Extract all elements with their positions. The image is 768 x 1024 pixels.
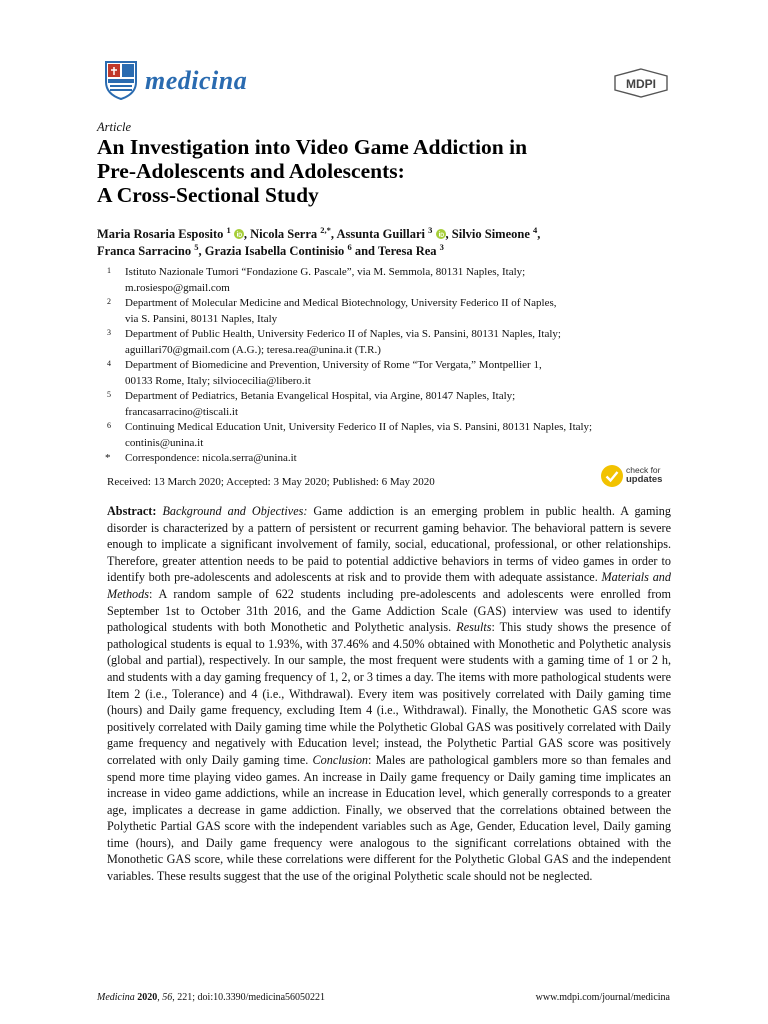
affiliation-item [97,358,677,389]
affiliation-text: Department of Molecular Medicine and Medical Biotechnology, University Federico II of Naples, [125,297,557,309]
author-name[interactable]: , Assunta Guillari [330,227,426,241]
affiliation-email[interactable]: m.rosiespo@gmail.com [125,281,230,294]
affiliation-text: Continuing Medical Education Unit, University Federico II of Naples, via S. Pansini, 80131 Naples, Italy; [125,421,593,433]
affiliation-number: 3 [107,328,111,337]
journal-name: medicina [145,66,248,95]
affiliation-number: 2 [107,297,111,306]
journal-url[interactable]: www.mdpi.com/journal/medicina [535,992,670,1003]
abstract-results-label: Results [456,620,492,635]
abstract-methods-label: Materials and Methods [107,570,671,601]
author-affil-sup: 4 [533,224,538,235]
citation-journal: Medicina [97,992,135,1003]
page-header [97,58,670,108]
publication-dates: Received: 13 March 2020; Accepted: 3 May 2020; Published: 6 May 2020 [107,476,435,488]
orcid-icon[interactable] [234,229,244,239]
affiliation-item [97,265,677,296]
citation: Medicina 2020, 56, 221; doi:10.3390/medicina56050221 [97,992,326,1003]
abstract-background-label: Background and Objectives: [162,504,308,518]
author-affil-sup: 6 [347,241,352,252]
affiliation-number: 4 [107,359,111,368]
check-updates-line1: check for [626,465,661,475]
author-affil-sup: 3 [428,224,433,235]
abstract-results-text: : This study shows the presence of pathological students is equal to 1.93%, with 37.46% and 4.50% obtained with Monothetic and Polythetic analysis (global and partial), respectively. In our sample, the most frequent were students with a gaming time of 1 or 2 h, and students with a day gaming frequency of 1, 2, or 3 times a day. The items with more pathological students were Item 2 (i.e., Tolerance) and 4 (i.e., Withdrawal). Every item was positively correlated with Daily gaming time (hours) and Daily game frequency, excluding Item 4 (i.e., Withdrawal). Finally, the Monothetic GAS score was positively correlated with Daily gaming time while the Polythetic Global GAS was positively correlated with Daily game frequency and negatively with Education level; instead, the Polythetic Partial GAS score was positively correlated with only Daily gaming time. [107,620,672,767]
affiliations [97,265,677,467]
orcid-icon[interactable] [436,229,446,239]
mdpi-logo-icon [612,68,670,98]
citation-doi[interactable]: , 221; doi:10.3390/medicina56050221 [172,992,326,1003]
affiliation-text: Department of Public Health, University Federico II of Naples, via S. Pansini, 80131 Naples, Italy; [125,328,561,340]
affiliation-number: 5 [107,390,111,399]
correspondence-text[interactable]: Correspondence: nicola.serra@unina.it [125,452,297,464]
author-name[interactable]: and Teresa Rea [351,244,437,258]
abstract-methods-text: : A random sample of 622 students including pre-adolescents and adolescents were enrolled from September 1st to October 31th 2016, and the Game Addiction Scale (GAS) interview was used to identify pathological students with both Monothetic and Polythetic analysis. [107,586,671,635]
affiliation-item [97,420,677,451]
affiliation-email[interactable]: francasarracino@tiscali.it [125,405,239,418]
author-separator: , [537,227,541,241]
citation-year: 2020 [137,992,158,1003]
affiliation-number: 6 [107,421,111,430]
abstract-background-text: Game addiction is an emerging problem in public health. A gaming disorder is characterized by a pattern of persistent or recurrent gaming behavior. The behavioral pattern is severe enough to implicate a significant involvement of family, social, educational, professional, or other relationships. Therefore, greater attention needs to be paid to potential addictive behaviors in terms of video games in order to identify both pre-adolescents and adolescents at risk and to provide them with adequate assistance. [107,504,671,585]
affiliation-item [97,327,677,358]
author-list [97,226,677,260]
title-line-1: An Investigation into Video Game Addiction in [97,135,528,159]
affiliation-text: Department of Pediatrics, Betania Evangelical Hospital, via Argine, 80147 Naples, Italy; [125,390,516,402]
check-for-updates-badge[interactable] [600,462,670,492]
author-name[interactable]: Maria Rosaria Esposito [97,227,224,241]
abstract-conclusion-label: Conclusion [312,752,369,767]
abstract-conclusion-text: : Males are pathological gamblers more so than females and spend more time playing video games. An increase in Daily game frequency or Daily gaming time implicates an increase in video game addictions, while an increase in Education level, which generally corresponds to a greater age, implicates a decrease in game addiction. Finally, we observed that the correlations obtained between the Polythetic Partial GAS score with the independent variables such as Age, Gender, Education level, Daily gaming time (hours), and Daily game frequency were analogous to the significant correlations obtained with the Monothetic GAS score, while these correlations were different for the Polythetic Global GAS and the independent variables. These results suggest that the use of the original Polythetic scale should not be neglected. [107,752,671,884]
check-updates-text [626,465,662,485]
author-name[interactable]: , Grazia Isabella Continisio [198,244,345,258]
author-affil-sup: 2,* [320,224,331,235]
author-name[interactable]: Franca Sarracino [97,244,192,258]
correspondence [97,451,677,467]
author-name[interactable]: , Silvio Simeone [445,227,530,241]
affiliation-email[interactable]: continis@unina.it [125,436,204,449]
abstract [107,503,671,885]
affiliation-item [97,389,677,420]
author-affil-sup: 5 [194,241,199,252]
affiliation-text-cont: via S. Pansini, 80131 Naples, Italy [125,312,278,325]
abstract-label: Abstract: [107,504,157,518]
affiliation-email[interactable]: 00133 Rome, Italy; silviocecilia@libero.it [125,374,311,387]
medicina-logo-icon [104,60,138,100]
article-title [97,135,657,207]
author-affil-sup: 3 [439,241,444,252]
correspondence-mark: * [105,452,111,464]
citation-volume: 56 [162,992,173,1003]
article-type: Article [97,120,132,134]
author-name[interactable]: , Nicola Serra [243,227,318,241]
affiliation-number: 1 [107,266,111,275]
affiliation-text: Istituto Nazionale Tumori “Fondazione G. Pascale”, via M. Semmola, 80131 Naples, Italy; [125,266,526,278]
mdpi-logo-text: MDPI [626,77,656,91]
check-updates-line2: updates [626,474,663,485]
page-footer [97,992,670,1003]
check-updates-icon [600,464,624,488]
affiliation-item [97,296,677,327]
affiliation-email[interactable]: aguillari70@gmail.com (A.G.); teresa.rea@unina.it (T.R.) [125,343,381,356]
author-affil-sup: 1 [226,224,231,235]
affiliation-text: Department of Biomedicine and Prevention, University of Rome “Tor Vergata,” Montpellier 1, [125,359,542,371]
title-line-3: A Cross-Sectional Study [97,183,319,207]
title-line-2: Pre-Adolescents and Adolescents: [97,159,405,183]
